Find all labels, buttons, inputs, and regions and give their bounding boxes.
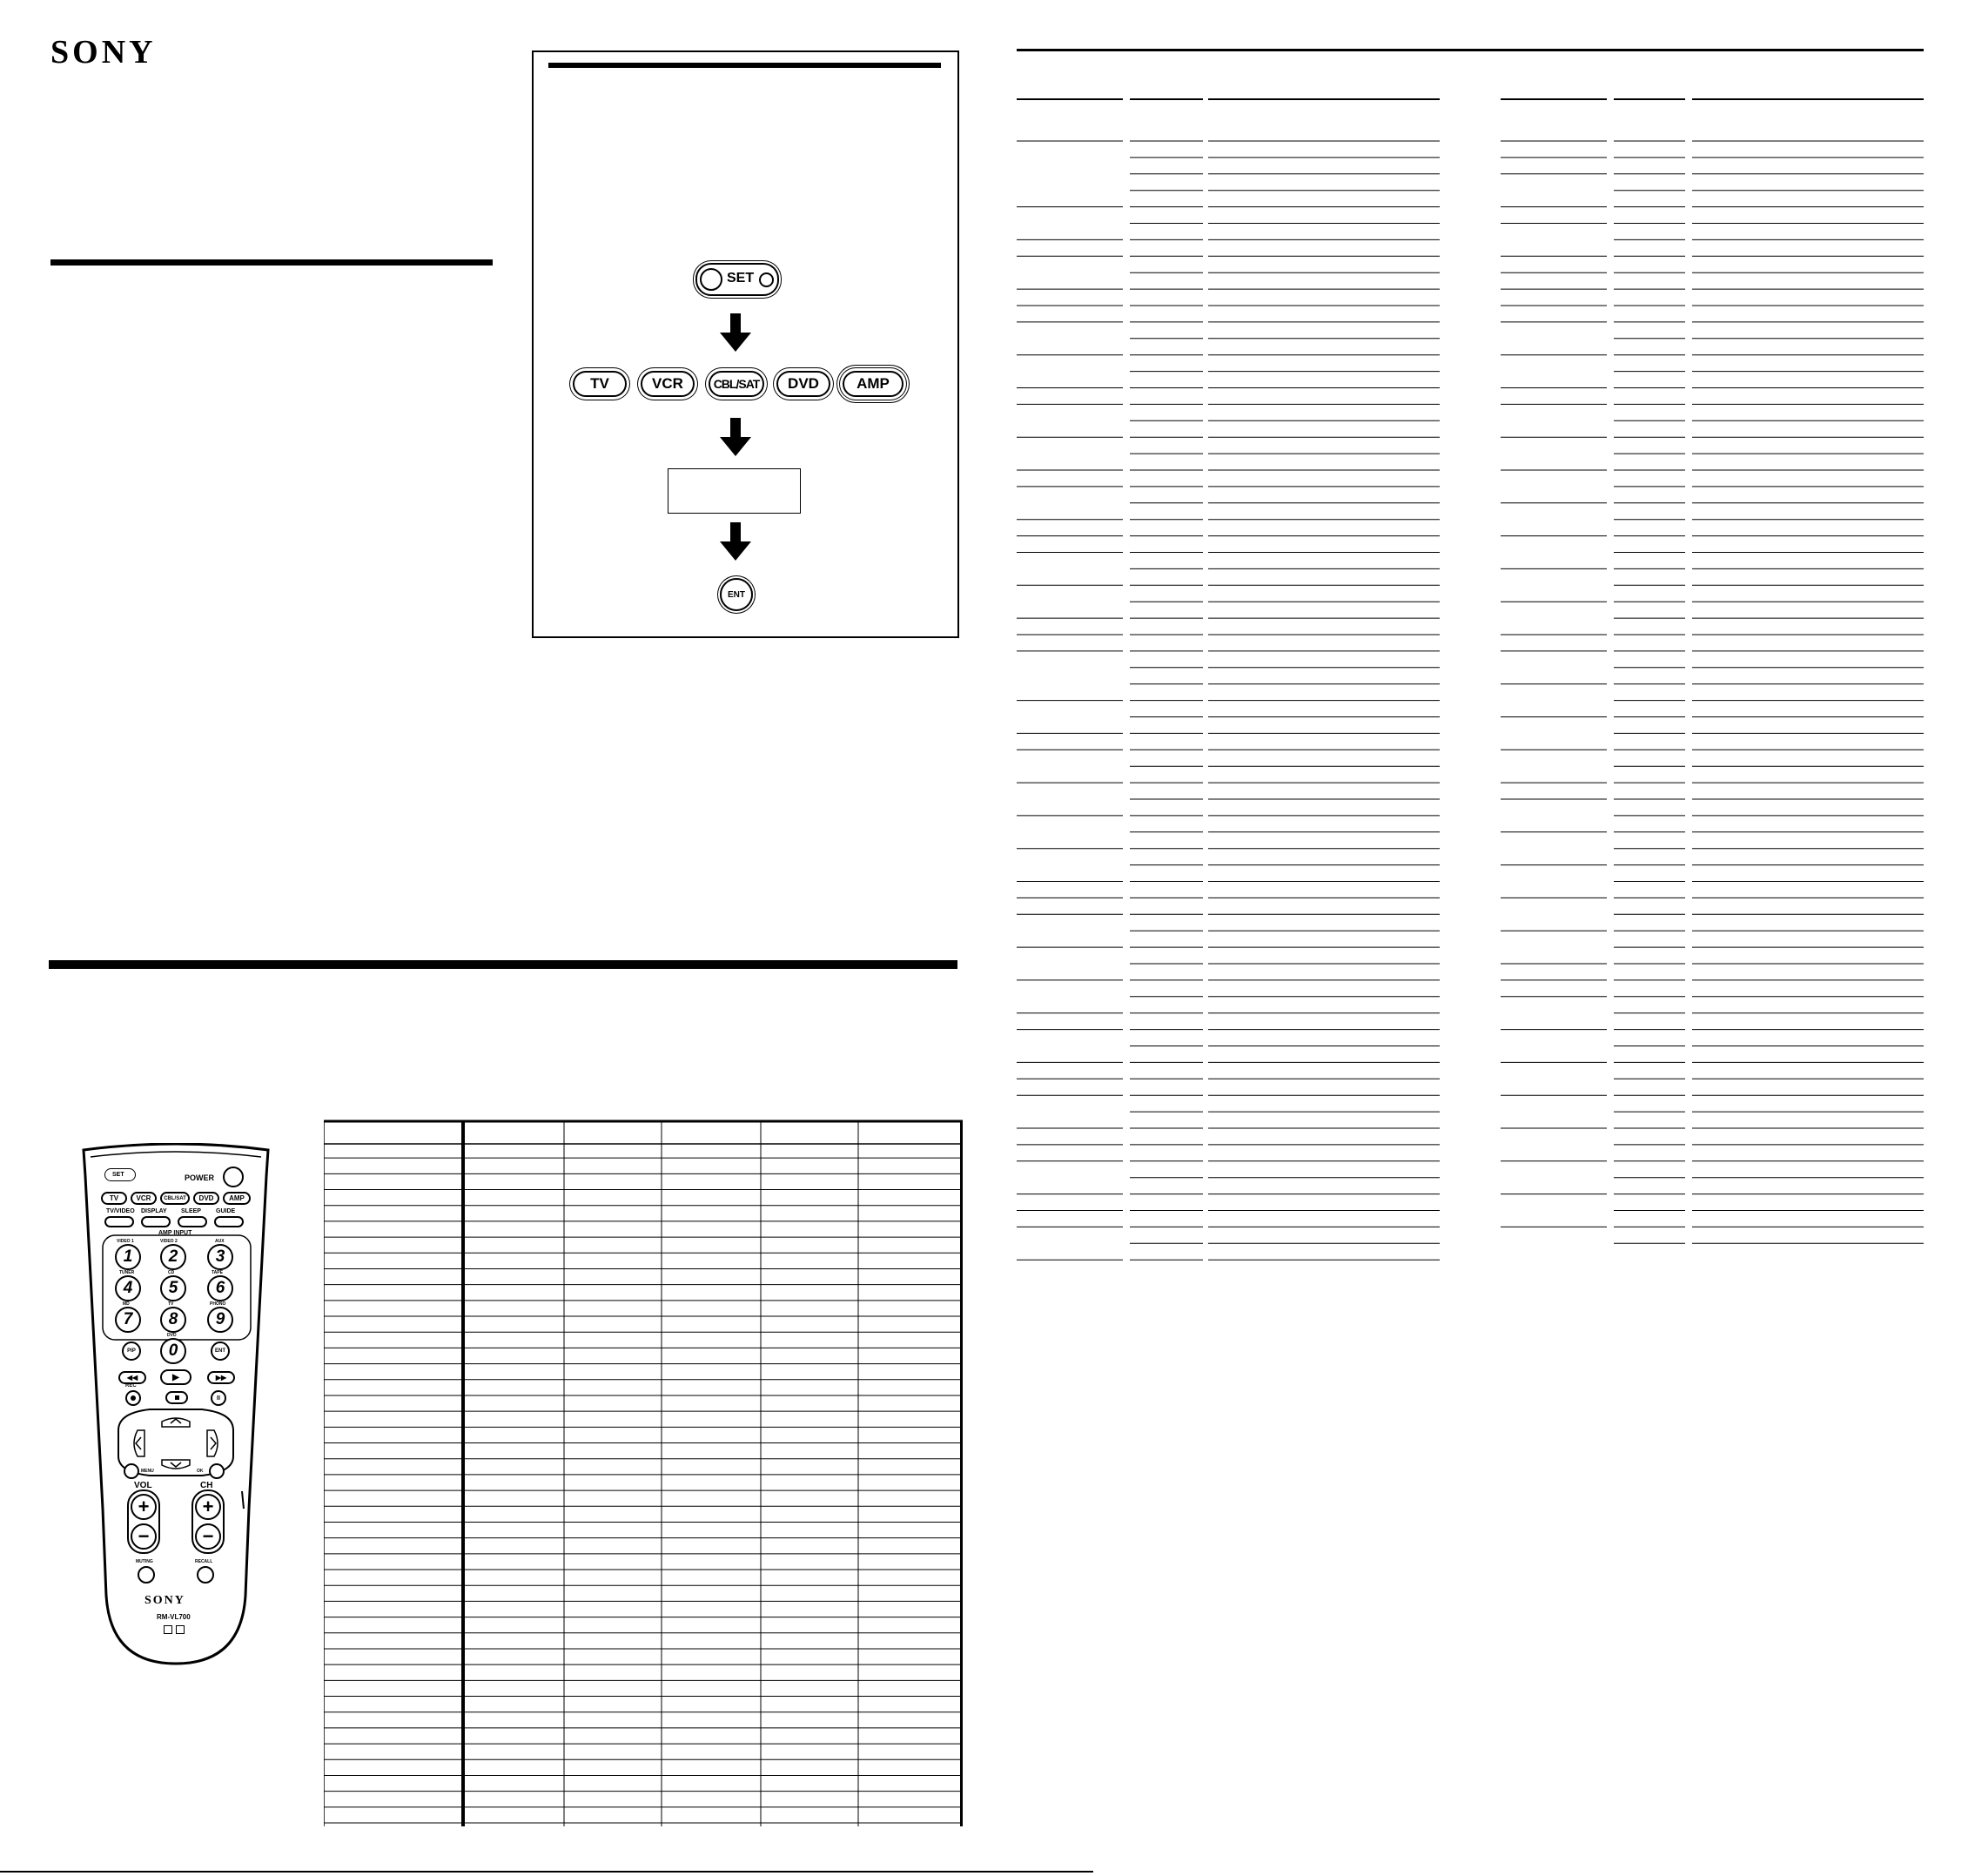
remote-vcr-button[interactable]: VCR	[131, 1192, 157, 1205]
code-entry-box	[668, 468, 801, 514]
remote-key-1[interactable]: 1	[115, 1244, 141, 1270]
remote-tv-button[interactable]: TV	[101, 1192, 127, 1205]
remote-num-label: CD	[168, 1270, 175, 1275]
remote-dpad[interactable]	[127, 1415, 225, 1472]
stop-icon	[175, 1395, 179, 1400]
remote-pip-button[interactable]	[122, 1341, 141, 1361]
remote-amp-input-label: AMP INPUT	[158, 1230, 192, 1236]
remote-num-label: PHONO	[210, 1301, 226, 1307]
remote-set-button[interactable]	[104, 1168, 136, 1181]
remote-sleep-button[interactable]	[178, 1216, 207, 1227]
ent-button[interactable]	[720, 578, 753, 611]
remote-ch-label: CH	[200, 1481, 213, 1490]
fast-forward-icon: ▶▶	[215, 1374, 227, 1382]
ent-button-label: ENT	[728, 589, 745, 600]
remote-power-label: POWER	[185, 1173, 215, 1182]
tv-button[interactable]: TV	[573, 371, 627, 397]
remote-stop-button[interactable]	[165, 1391, 188, 1404]
remote-num-label: VIDEO 1	[117, 1239, 134, 1244]
remote-vol-label: VOL	[134, 1481, 152, 1490]
remote-control-illustration	[80, 1143, 272, 1665]
set-button[interactable]	[695, 263, 779, 296]
remote-key-3[interactable]: 3	[207, 1244, 233, 1270]
remote-certification-icon	[176, 1625, 185, 1634]
remote-sleep-label: SLEEP	[181, 1208, 201, 1214]
section-rule-top	[50, 259, 493, 266]
remote-muting-button[interactable]	[138, 1566, 155, 1584]
remote-num-label: VIDEO 2	[160, 1239, 178, 1244]
remote-fast-forward-button[interactable]	[207, 1371, 235, 1384]
remote-ok-button[interactable]	[209, 1463, 225, 1479]
down-arrow-icon	[718, 522, 753, 562]
remote-pip-label: PIP	[127, 1348, 136, 1354]
down-arrow-icon	[718, 418, 753, 458]
remote-num-label: MD	[123, 1301, 130, 1307]
remote-key-7[interactable]: 7	[115, 1307, 141, 1333]
remote-cbl-sat-button[interactable]: CBL/SAT	[160, 1192, 190, 1205]
sony-logo: SONY	[50, 34, 157, 71]
remote-muting-label: MUTING	[136, 1559, 153, 1564]
down-arrow-icon	[718, 313, 753, 353]
remote-menu-button[interactable]	[124, 1463, 139, 1479]
amp-button[interactable]: AMP	[843, 371, 904, 397]
set-button-label: SET	[727, 271, 755, 286]
pause-icon: II	[217, 1395, 220, 1402]
remote-key-0[interactable]: 0	[160, 1338, 186, 1364]
play-icon: ▶	[172, 1372, 179, 1382]
remote-brand-logo: SONY	[144, 1594, 185, 1607]
remote-recall-button[interactable]	[197, 1566, 214, 1584]
remote-tv-video-label: TV/VIDEO	[106, 1208, 135, 1214]
remote-key-8[interactable]: 8	[160, 1307, 186, 1333]
section-rule-bottom	[49, 960, 957, 969]
set-button-indicator-icon	[759, 272, 774, 287]
remote-num-label: TAPE	[212, 1270, 223, 1275]
remote-vol-rocker[interactable]	[127, 1489, 160, 1554]
remote-guide-button[interactable]	[214, 1216, 244, 1227]
dvd-button[interactable]: DVD	[776, 371, 830, 397]
remote-rec-button[interactable]	[125, 1390, 141, 1406]
remote-menu-label: MENU	[141, 1469, 154, 1474]
remote-model-label: RM-VL700	[157, 1613, 191, 1621]
footer-rule	[0, 1871, 1093, 1873]
setup-procedure-box	[532, 50, 959, 638]
remote-key-2[interactable]: 2	[160, 1244, 186, 1270]
remote-rec-label: REC	[125, 1383, 137, 1389]
remote-guide-label: GUIDE	[216, 1208, 236, 1214]
setup-box-title-rule	[548, 63, 941, 68]
remote-ok-label: OK	[197, 1469, 204, 1474]
cbl-sat-button[interactable]: CBL/SAT	[709, 371, 764, 397]
remote-num-label: TUNER	[119, 1270, 135, 1275]
plus-icon: +	[195, 1494, 221, 1520]
remote-ch-rocker[interactable]	[191, 1489, 225, 1554]
remote-num-label: AUX	[215, 1239, 225, 1244]
remote-dvd-label: DVD	[167, 1333, 177, 1338]
remote-amp-button[interactable]: AMP	[223, 1192, 251, 1205]
remote-play-button[interactable]	[160, 1369, 191, 1385]
set-button-circle-icon	[700, 268, 722, 291]
remote-recall-label: RECALL	[195, 1559, 213, 1564]
remote-num-label: TV	[168, 1301, 174, 1307]
minus-icon: −	[131, 1523, 157, 1550]
record-icon	[131, 1395, 136, 1401]
remote-ent-label: ENT	[215, 1348, 225, 1354]
minus-icon: −	[195, 1523, 221, 1550]
remote-display-button[interactable]	[141, 1216, 171, 1227]
remote-key-9[interactable]: 9	[207, 1307, 233, 1333]
manufacturer-code-tables	[1010, 87, 1932, 1271]
remote-key-6[interactable]: 6	[207, 1275, 233, 1301]
remote-dvd-button[interactable]: DVD	[193, 1192, 219, 1205]
vcr-button[interactable]: VCR	[641, 371, 695, 397]
remote-ent-button[interactable]	[211, 1341, 230, 1361]
code-table	[324, 1120, 963, 1830]
remote-set-label: SET	[112, 1172, 124, 1178]
remote-display-label: DISPLAY	[141, 1208, 167, 1214]
rewind-icon: ◀◀	[126, 1374, 138, 1382]
remote-tv-video-button[interactable]	[104, 1216, 134, 1227]
plus-icon: +	[131, 1494, 157, 1520]
remote-key-5[interactable]: 5	[160, 1275, 186, 1301]
remote-power-button[interactable]	[223, 1167, 244, 1187]
remote-certification-icon	[164, 1625, 172, 1634]
remote-pause-button[interactable]	[211, 1390, 226, 1406]
right-page-top-rule	[1017, 49, 1924, 51]
remote-rewind-button[interactable]	[118, 1371, 146, 1384]
remote-key-4[interactable]: 4	[115, 1275, 141, 1301]
